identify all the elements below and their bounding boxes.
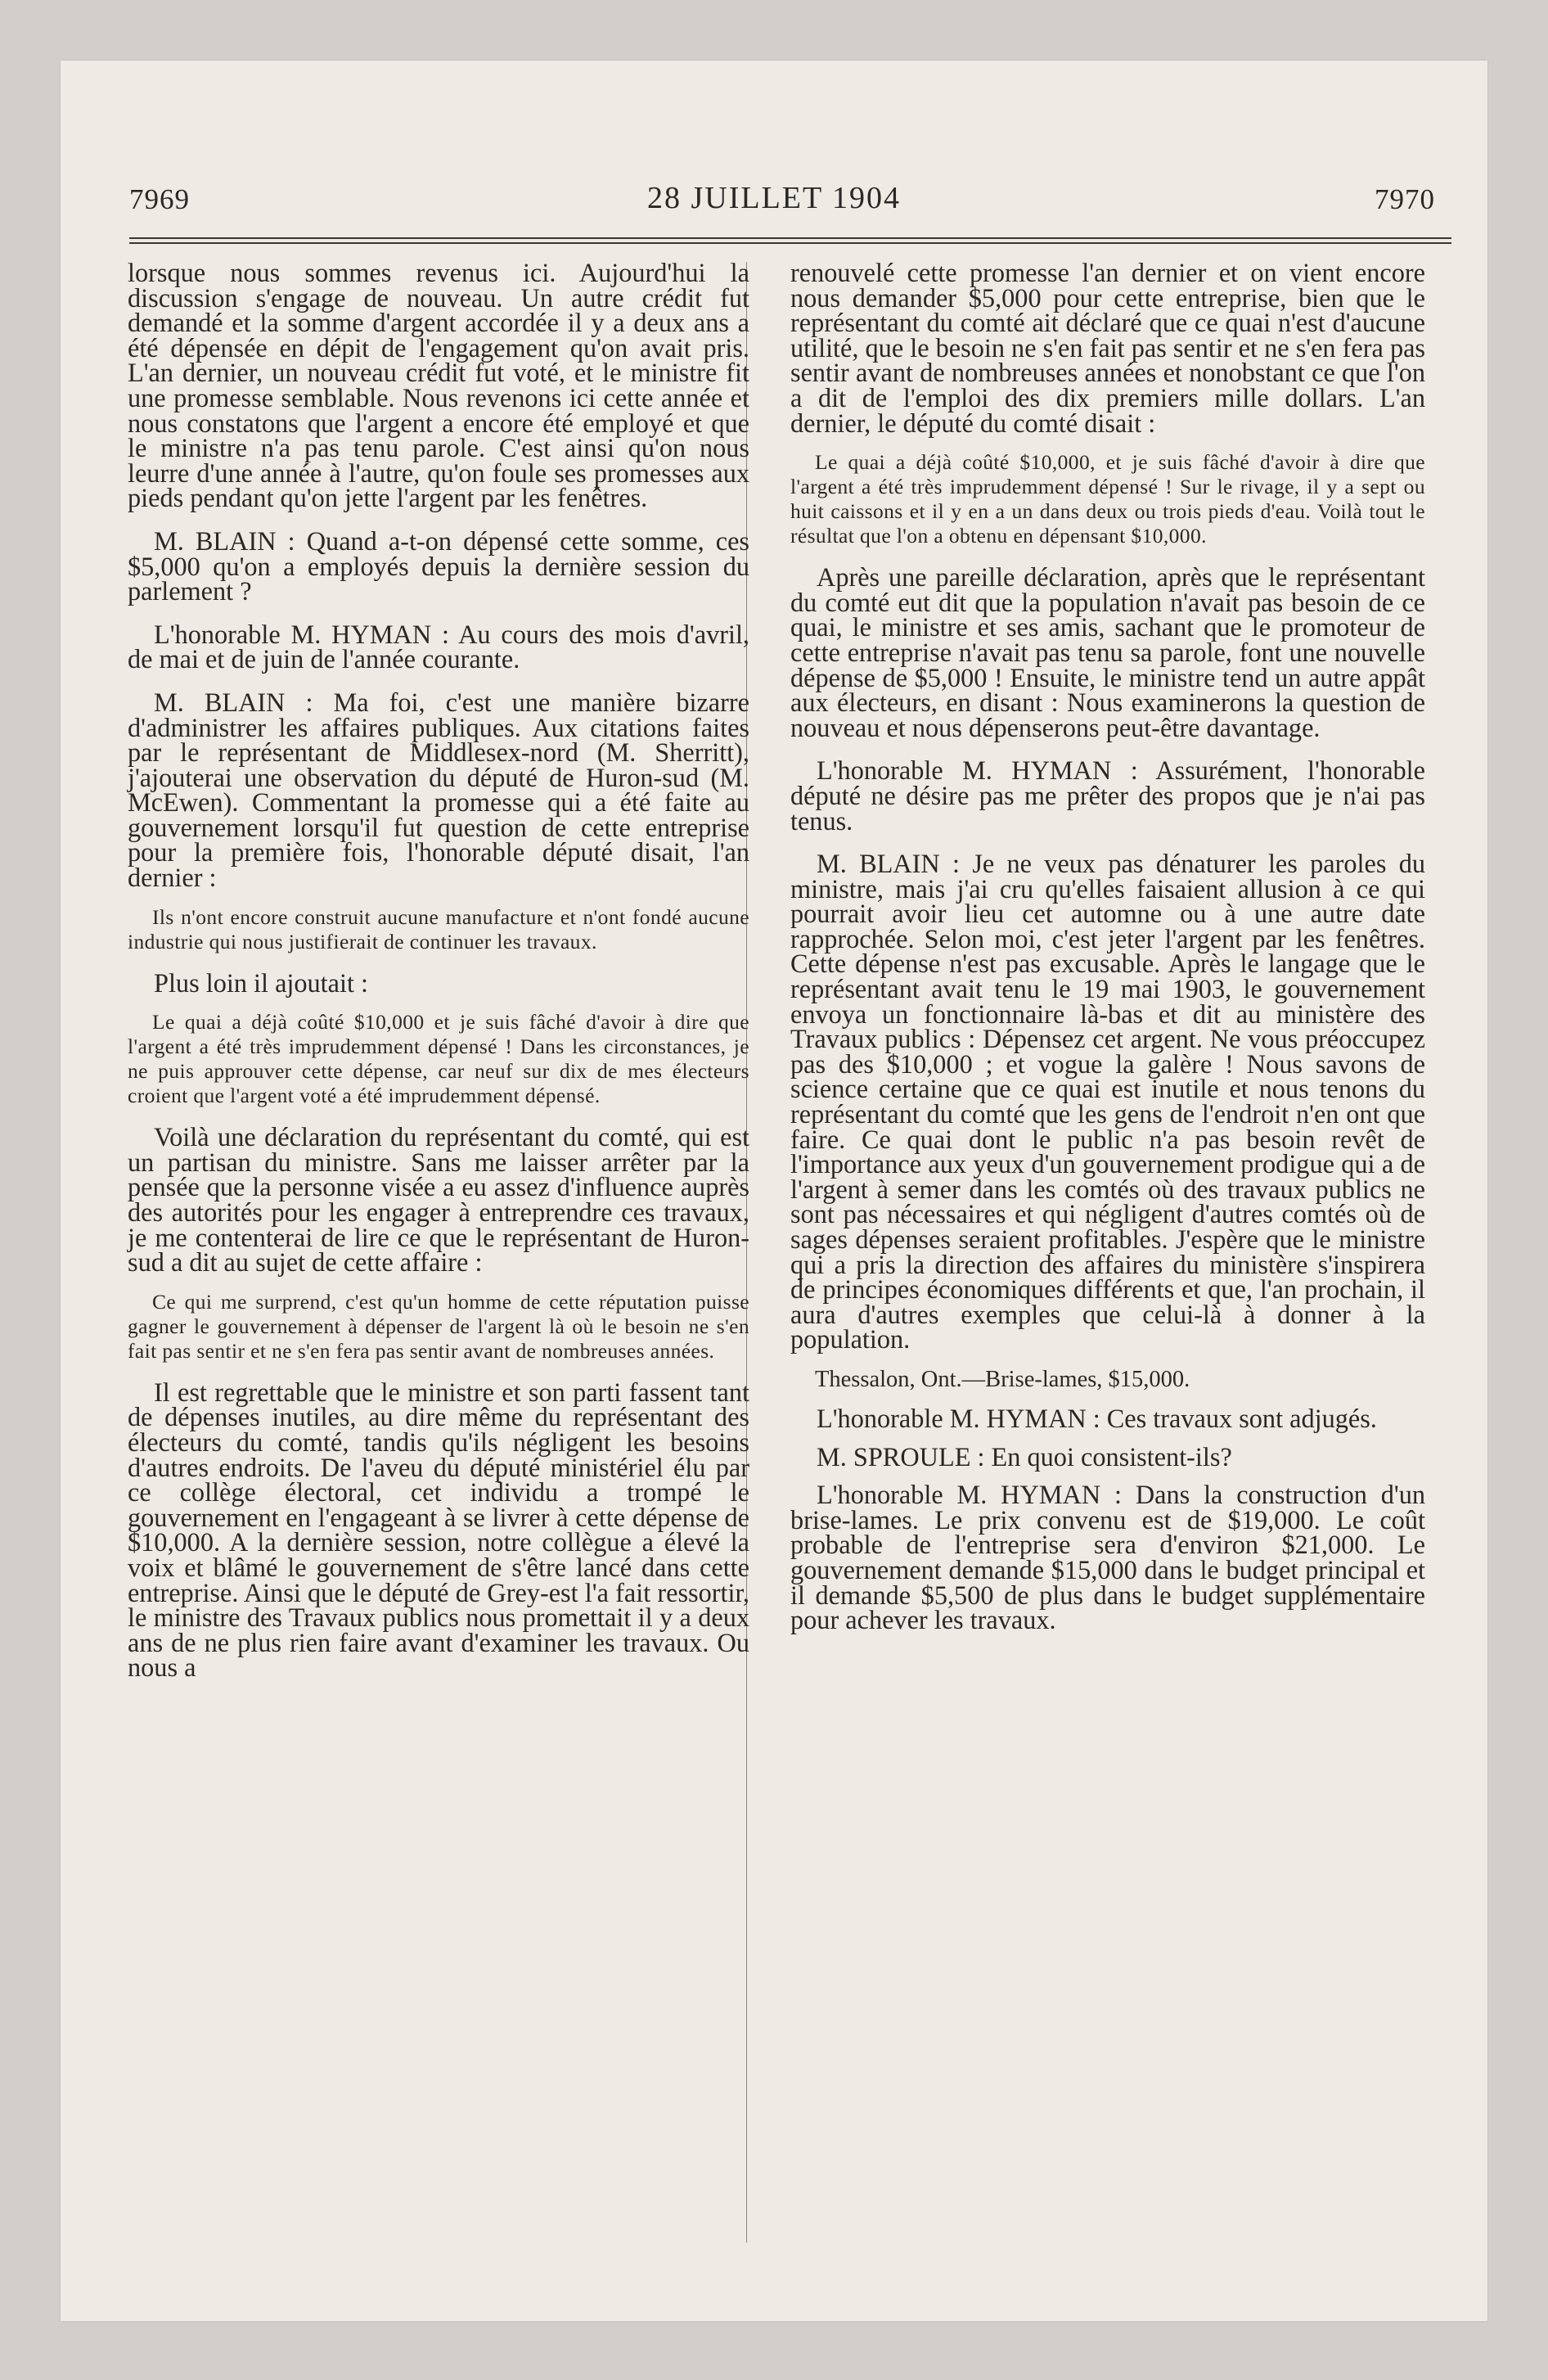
block-quote: Ce qui me surprend, c'est qu'un homme de cette réputation puisse gagner le gouvernement à dépenser de l'argent là où le besoin ne s'en fait pas sentir et ne s'en fera pas sentir avant de nombreuses années.: [128, 1289, 749, 1363]
block-quote: Le quai a déjà coûté $10,000, et je suis fâché d'avoir à dire que l'argent a été très imprudemment dépensé ! Sur le rivage, il y a sept ou huit caissons et il y en a un dans deux ou trois pieds d'eau. Voilà tout le résultat que l'on a obtenu en dépensant $10,000.: [790, 450, 1425, 548]
document-page: [61, 61, 1487, 2321]
header-date: 28 JUILLET 1904: [646, 181, 902, 215]
paragraph: Voilà une déclaration du représentant du comté, qui est un partisan du ministre. Sans me laisser arrêter par la pensée que la personne visée a eu assez d'influence auprès des autorités pour les engager à entreprendre ces travaux, je me contenterai de lire ce que le représentant de Huron-sud a dit au sujet de cette affaire :: [128, 1122, 749, 1278]
left-column: [128, 258, 749, 1683]
speech-hyman: L'honorable M. HYMAN : Assurément, l'honorable député ne désire pas me prêter des propos que je n'ai pas tenus.: [790, 755, 1425, 836]
speech-hyman: L'honorable M. HYMAN : Dans la construction d'un brise-lames. Le prix convenu est de $19,000. Le coût probable de l'entreprise sera d'environ $21,000. Le gouvernement demande $15,000 dans le budget principal et il demande $5,500 de plus dans le budget supplémentaire pour achever les travaux.: [790, 1480, 1425, 1635]
paragraph: renouvelé cette promesse l'an dernier et on vient encore nous demander $5,000 pour cette entreprise, bien que le représentant du comté ait déclaré que ce quai n'est d'aucune utilité, que le besoin ne s'en fait pas sentir et ne s'en fera pas sentir avant de nombreuses années et nonobstant ce que l'on a dit de l'emploi des dix premiers mille dollars. L'an dernier, le député du comté disait :: [790, 258, 1425, 438]
paragraph: Après une pareille déclaration, après que le représentant du comté eut dit que la population n'avait pas besoin de ce quai, le ministre et ses amis, sachant que le promoteur de cette entreprise n'avait pas tenu sa parole, font une nouvelle dépense de $5,000 ! Ensuite, le ministre tend un autre appât aux électeurs, en disant : Nous examinerons la question de nouveau et nous dépenserons peut-être davantage.: [790, 562, 1425, 742]
paragraph: Plus loin il ajoutait :: [154, 967, 368, 998]
right-column: [790, 260, 1425, 1633]
page-number-right: 7970: [1375, 183, 1435, 215]
estimate-item: Thessalon, Ont.—Brise-lames, $15,000.: [815, 1366, 1190, 1392]
block-quote: Ils n'ont encore construit aucune manufacture et n'ont fondé aucune industrie qui nous justifierait de continuer les travaux.: [128, 904, 749, 953]
speech-blain: M. BLAIN : Ma foi, c'est une manière bizarre d'administrer les affaires publiques. Aux citations faites par le représentant de Middlesex-nord (M. Sherritt), j'ajouterai une observation du député de Huron-sud (M. McEwen). Commentant la promesse qui a été faite au gouvernement lorsqu'il fut question de cette entreprise pour la première fois, l'honorable député disait, l'an dernier :: [128, 687, 749, 893]
speech-hyman: L'honorable M. HYMAN : Au cours des mois d'avril, de mai et de juin de l'année courante.: [128, 619, 749, 674]
header-rule: [129, 242, 1451, 244]
block-quote: Le quai a déjà coûté $10,000 et je suis fâché d'avoir à dire que l'argent a été très imprudemment dépensé ! Dans les circonstances, je ne puis approuver cette dépense, car neuf sur dix de mes électeurs croient que l'argent voté a été imprudemment dépensé.: [128, 1010, 749, 1108]
speech-hyman: L'honorable M. HYMAN : Ces travaux sont adjugés.: [817, 1403, 1377, 1433]
speech-blain: M. BLAIN : Quand a-t-on dépensé cette somme, ces $5,000 qu'on a employés depuis la dernière session du parlement ?: [128, 525, 749, 606]
header-rule: [129, 237, 1451, 239]
page-number-left: 7969: [129, 183, 190, 215]
speech-sproule: M. SPROULE : En quoi consistent-ils?: [817, 1441, 1232, 1472]
speech-blain: M. BLAIN : Je ne veux pas dénaturer les paroles du ministre, mais j'ai cru qu'elles faisaient allusion à ce qui pourrait avoir lieu cet automne ou à une autre date rapprochée. Selon moi, c'est jeter l'argent par les fenêtres. Cette dépense n'est pas excusable. Après le langage que le représentant avait tenu le 19 mai 1903, le gouvernement envoya un fonctionnaire là-bas et dit au ministère des Travaux publics : Dépensez cet argent. Ne vous préoccupez pas des $10,000 ; et vogue la galère ! Nous savons de science certaine que ce quai est inutile et nous tenons du représentant du comté que les gens de l'endroit n'en ont que faire. Ce quai dont le public n'a pas besoin revêt de l'importance aux yeux d'un gouvernement prodigue qui a de l'argent à semer dans les comtés où des travaux publics ne sont pas nécessaires et qui négligent d'autres comtés où de sages dépenses seraient profitables. J'espère que le ministre qui a pris la direction des affaires du ministère s'inspirera de principes économiques différents et que, l'an prochain, il aura d'autres exemples que celui-là à donner à la population.: [790, 849, 1425, 1355]
paragraph: lorsque nous sommes revenus ici. Aujourd'hui la discussion s'engage de nouveau. Un autre crédit fut demandé et la somme d'argent accordée il y a deux ans a été dépensée en dépit de l'engagement qu'on avait pris. L'an dernier, un nouveau crédit fut voté, et le ministre fit une promesse semblable. Nous revenons ici cette année et nous constatons que l'argent a encore été employé et que le ministre n'a pas tenu parole. C'est ainsi qu'on nous leurre d'une année à l'autre, qu'on foule ses promesses aux pieds pendant qu'on jette l'argent par les fenêtres.: [128, 258, 749, 513]
paragraph: Il est regrettable que le ministre et son parti fassent tant de dépenses inutiles, au dire même du représentant des électeurs du comté, tandis qu'ils négligent les besoins d'autres endroits. De l'aveu du député ministériel élu par ce collège électoral, cet individu a trompé le gouvernement en l'engageant à se livrer à cette dépense de $10,000. A la dernière session, notre collègue a élevé la voix et blâmé le gouvernement de s'être lancé dans cette entreprise. Ainsi que le député de Grey-est l'a fait ressortir, le ministre des Travaux publics nous promettait il y a deux ans de ne plus rien faire avant d'examiner les travaux. Ou nous a: [128, 1377, 749, 1683]
